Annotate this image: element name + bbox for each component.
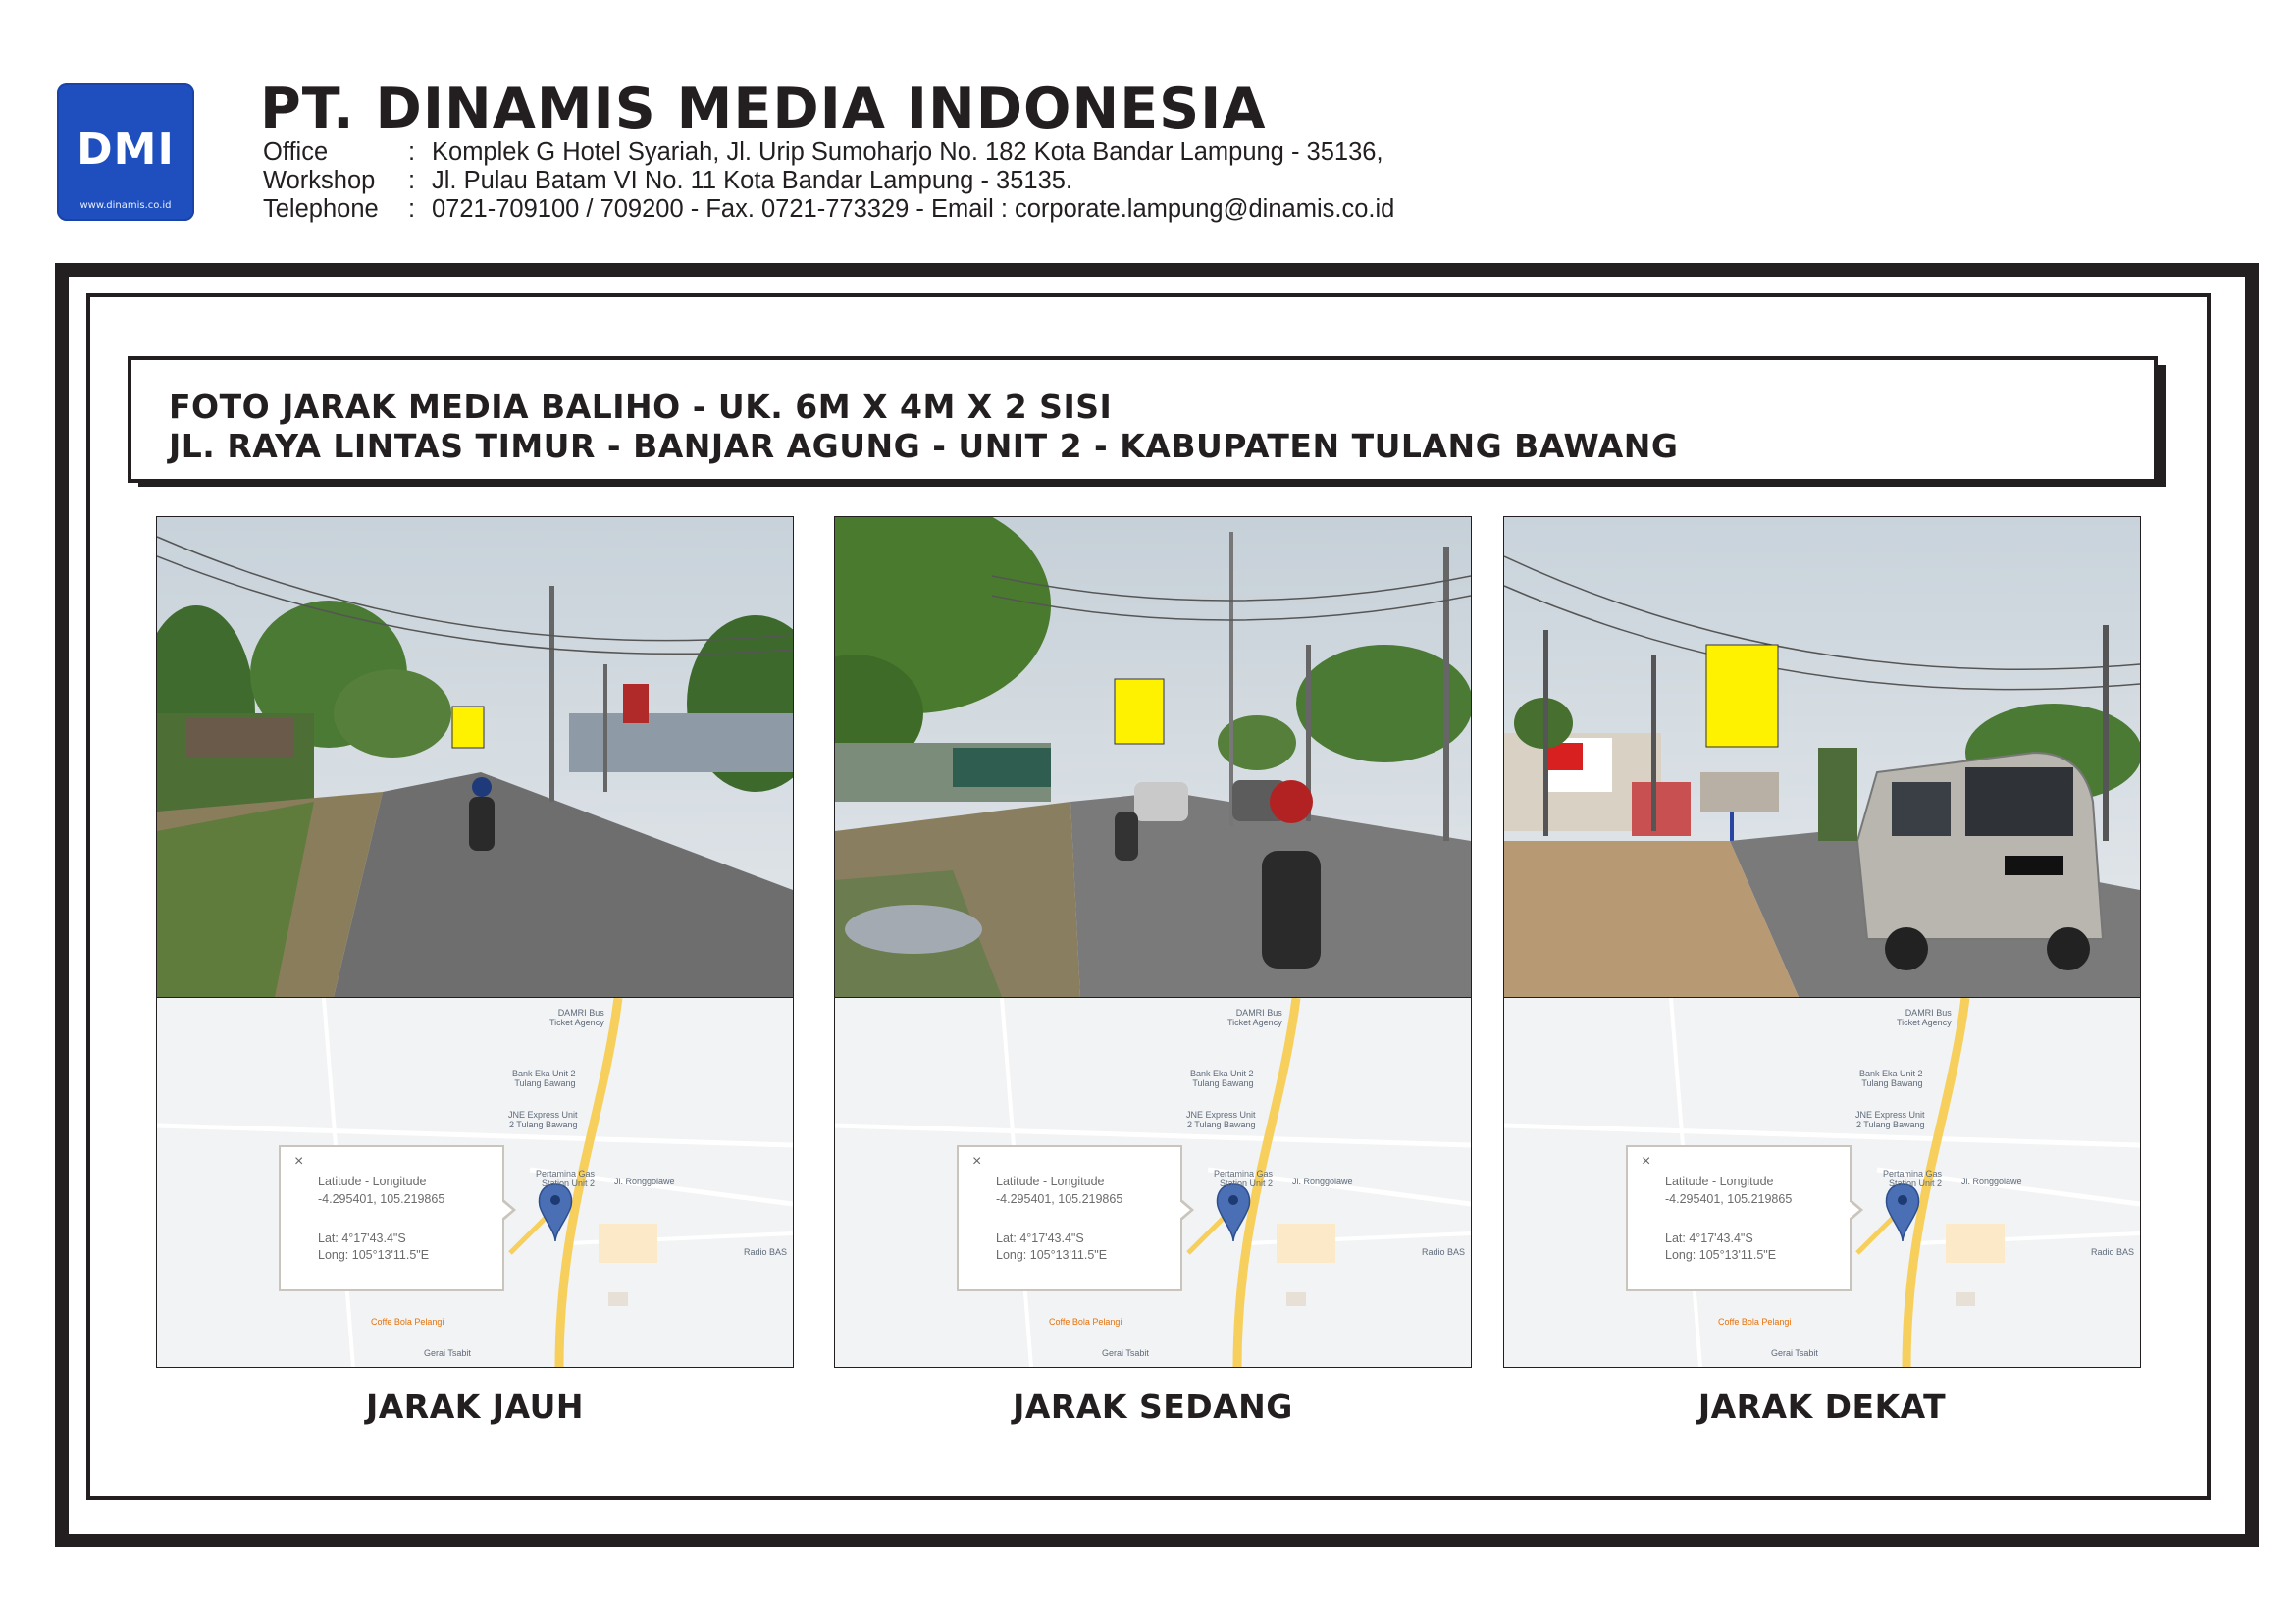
coord-lat: Lat: 4°17'43.4"S [318,1231,406,1245]
contact-office [263,138,1394,167]
map-poi-radio: Radio BAS [744,1247,788,1257]
coord-long: Long: 105°13'11.5"E [1665,1248,1777,1262]
close-icon[interactable]: × [972,1153,982,1170]
company-logo [57,83,194,221]
site-photo-far [156,516,794,998]
title-line-1: FOTO JARAK MEDIA BALIHO - UK. 6M X 4M X 2 SISI [169,388,1113,426]
map-coordinate-callout [957,1145,1182,1291]
map-poi-pertamina: Pertamina Gas Station Unit 2 [1883,1169,1943,1188]
map-poi-coffe: Coffe Bola Pelangi [1718,1317,1792,1327]
map-poi-jne: JNE Express Unit 2 Tulang Bawang [1186,1110,1256,1129]
title-line-2: JL. RAYA LINTAS TIMUR - BANJAR AGUNG - UNIT 2 - KABUPATEN TULANG BAWANG [169,427,1679,465]
location-map-medium [834,998,1472,1368]
site-photo-medium [834,516,1472,998]
close-icon[interactable]: × [1642,1153,1651,1170]
coord-long: Long: 105°13'11.5"E [996,1248,1108,1262]
panel-near [1503,516,2141,1426]
coord-long: Long: 105°13'11.5"E [318,1248,430,1262]
callout-tail [502,1198,516,1222]
close-icon[interactable]: × [294,1153,304,1170]
map-poi-bank: Bank Eka Unit 2 Tulang Bawang [512,1069,576,1088]
contact-value: Jl. Pulau Batam VI No. 11 Kota Bandar Lampung - 35135. [432,167,1073,194]
contact-separator: : [408,195,416,223]
map-poi-coffe: Coffe Bola Pelangi [1049,1317,1122,1327]
coord-value: -4.295401, 105.219865 [318,1192,445,1206]
map-coordinate-callout [1626,1145,1852,1291]
map-poi-radio: Radio BAS [1422,1247,1466,1257]
panel-caption: JARAK JAUH [365,1388,585,1426]
contact-workshop [263,167,1394,195]
contact-value: 0721-709100 / 709200 - Fax. 0721-773329 - Email : corporate.lampung@dinamis.co.id [432,195,1395,223]
map-poi-gerai: Gerai Tsabit [424,1348,471,1358]
coord-lat: Lat: 4°17'43.4"S [996,1231,1084,1245]
contact-label: Telephone [263,195,379,223]
location-map-near [1503,998,2141,1368]
map-street-ronggolawe: Jl. Ronggolawe [1961,1177,2022,1186]
coord-title: Latitude - Longitude [1665,1175,1774,1188]
map-poi-bank: Bank Eka Unit 2 Tulang Bawang [1190,1069,1254,1088]
panel-medium [834,516,1472,1426]
map-coordinate-callout [279,1145,504,1291]
map-poi-damri: DAMRI Bus Ticket Agency [1897,1008,1952,1027]
contact-label: Office [263,138,329,166]
contact-block [263,138,1394,224]
map-poi-gerai: Gerai Tsabit [1102,1348,1149,1358]
logo-text: DMI [77,125,175,175]
map-poi-gerai: Gerai Tsabit [1771,1348,1818,1358]
contact-separator: : [408,167,416,194]
coord-title: Latitude - Longitude [996,1175,1105,1188]
map-poi-jne: JNE Express Unit 2 Tulang Bawang [508,1110,578,1129]
map-poi-radio: Radio BAS [2091,1247,2135,1257]
panel-caption: JARAK DEKAT [1697,1388,1947,1426]
callout-tail [1180,1198,1194,1222]
title-box [128,356,2158,483]
map-street-ronggolawe: Jl. Ronggolawe [614,1177,675,1186]
logo-url: www.dinamis.co.id [79,200,172,211]
map-poi-damri: DAMRI Bus Ticket Agency [1227,1008,1282,1027]
coord-title: Latitude - Longitude [318,1175,427,1188]
location-map-far [156,998,794,1368]
map-poi-pertamina: Pertamina Gas Station Unit 2 [1214,1169,1274,1188]
map-poi-jne: JNE Express Unit 2 Tulang Bawang [1855,1110,1925,1129]
map-poi-bank: Bank Eka Unit 2 Tulang Bawang [1859,1069,1923,1088]
coord-value: -4.295401, 105.219865 [1665,1192,1793,1206]
panel-far [156,516,794,1426]
contact-separator: : [408,138,416,166]
contact-telephone [263,195,1394,224]
map-poi-pertamina: Pertamina Gas Station Unit 2 [536,1169,596,1188]
company-name: PT. DINAMIS MEDIA INDONESIA [260,77,1267,141]
contact-label: Workshop [263,167,376,194]
map-street-ronggolawe: Jl. Ronggolawe [1292,1177,1353,1186]
coord-lat: Lat: 4°17'43.4"S [1665,1231,1753,1245]
callout-tail [1850,1198,1863,1222]
panel-caption: JARAK SEDANG [1013,1388,1293,1426]
coord-value: -4.295401, 105.219865 [996,1192,1123,1206]
site-photo-near [1503,516,2141,998]
map-poi-coffe: Coffe Bola Pelangi [371,1317,444,1327]
map-poi-damri: DAMRI Bus Ticket Agency [549,1008,604,1027]
contact-value: Komplek G Hotel Syariah, Jl. Urip Sumoharjo No. 182 Kota Bandar Lampung - 35136, [432,138,1383,166]
